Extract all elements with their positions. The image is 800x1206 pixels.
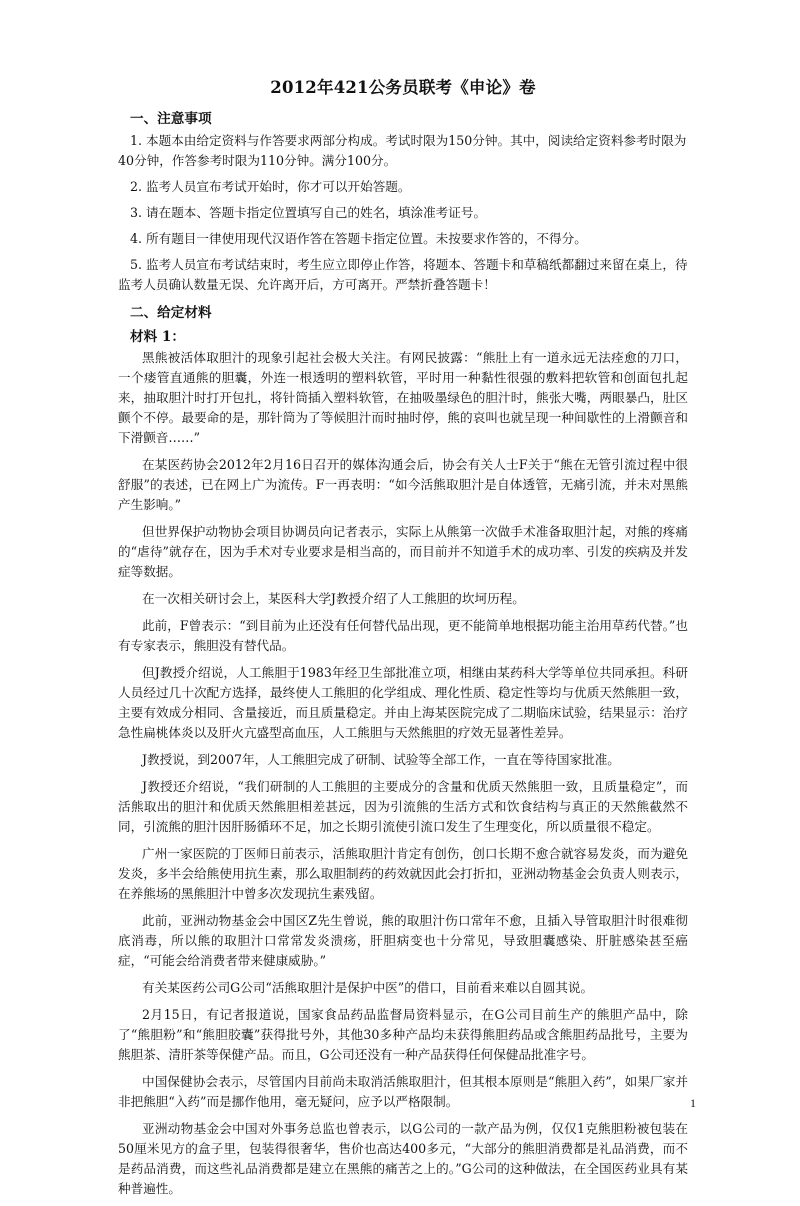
notice-item: 4. 所有题目一律使用现代汉语作答在答题卡指定位置。未按要求作答的，不得分。 xyxy=(130,231,587,246)
section-heading-notice: 一、注意事项 xyxy=(130,111,212,127)
notice-item: 3. 请在题本、答题卡指定位置填写自己的姓名，填涂准考证号。 xyxy=(130,205,487,220)
material-label: 材料 1： xyxy=(130,329,185,345)
material-paragraph: 黑熊被活体取胆汁的现象引起社会极大关注。有网民披露：“熊肚上有一道永远无法痊愈的刀口，一个瘘管直通熊的胆囊，外连一根透明的塑料软管，平时用一种黏性很强的敷料把软管和创面包扎起来，抽取胆汁时打开包扎，将针筒插入塑料软管，在抽吸墨绿色的胆汁时，熊张大嘴，两眼暴凸，肚区颤个不停。最要命的是，那针筒为了等候胆汁而时抽时停，熊的哀叫也就呈现一种间歇性的上滑颤音和下滑颤音……” xyxy=(118,350,688,445)
material-paragraph: 中国保健协会表示，尽管国内目前尚未取消活熊取胆汁，但其根本原则是“熊胆入药”，如果厂家并非把熊胆“入药”而是挪作他用，毫无疑问，应予以严格限制。 xyxy=(118,1074,688,1109)
material-paragraph: 有关某医药公司G公司“活熊取胆汁是保护中医”的借口，目前看来难以自圆其说。 xyxy=(142,980,594,995)
material-paragraph: 广州一家医院的丁医师日前表示，活熊取胆汁肯定有创伤，创口长期不愈合就容易发炎，而为避免发炎，多半会给熊使用抗生素，那么取胆制药的药效就因此会打折扣，亚洲动物基金会负责人则表示，在养熊场的黑熊胆汁中曾多次发现抗生素残留。 xyxy=(118,846,688,901)
document-body xyxy=(118,74,688,1206)
material-paragraph: 此前，F曾表示：“到目前为止还没有任何替代品出现，更不能简单地根据功能主治用草药代替。”也有专家表示，熊胆没有替代品。 xyxy=(118,618,688,653)
notice-item: 1. 本题本由给定资料与作答要求两部分构成。考试时限为150分钟。其中，阅读给定资料参考时限为40分钟，作答参考时限为110分钟。满分100分。 xyxy=(118,133,687,168)
notice-item: 2. 监考人员宣布考试开始时，你才可以开始答题。 xyxy=(130,179,411,194)
material-paragraph: 在某医药协会2012年2月16日召开的媒体沟通会后，协会有关人士F关于“熊在无管引流过程中很舒服”的表述，已在网上广为流传。F一再表明：“如今活熊取胆汁是自体透管，无痛引流，并未对黑熊产生影响。” xyxy=(118,457,688,512)
material-paragraph: J教授说，到2007年，人工熊胆完成了研制、试验等全部工作，一直在等待国家批准。 xyxy=(142,752,620,767)
section-heading-materials: 二、给定材料 xyxy=(130,305,212,321)
material-paragraph: 此前，亚洲动物基金会中国区Z先生曾说，熊的取胆汁伤口常年不愈，且插入导管取胆汁时很难彻底消毒，所以熊的取胆汁口常常发炎溃疡，肝胆病变也十分常见，导致胆囊感染、肝脏感染甚至癌症，“可能会给消费者带来健康威胁。” xyxy=(118,913,688,968)
notice-item: 5. 监考人员宣布考试结束时，考生应立即停止作答，将题本、答题卡和草稿纸都翻过来留在桌上，待监考人员确认数量无误、允许离开后，方可离开。严禁折叠答题卡！ xyxy=(118,257,688,292)
material-paragraph: 亚洲动物基金会中国对外事务总监也曾表示，以G公司的一款产品为例，仅仅1克熊胆粉被包装在50厘米见方的盒子里，包装得很奢华，售价也高达400多元，“大部分的熊胆消费都是礼品消费，而不是药品消费，而这些礼品消费都是建立在黑熊的痛苦之上的。”G公司的这种做法，在全国医药业具有某种普遍性。 xyxy=(118,1121,688,1196)
material-paragraph: 但世界保护动物协会项目协调员向记者表示，实际上从熊第一次做手术准备取胆汁起，对熊的疼痛的“虐待”就存在，因为手术对专业要求是相当高的，而目前并不知道手术的成功率、引发的疾病及并发症等数据。 xyxy=(118,524,688,579)
material-paragraph: J教授还介绍说，“我们研制的人工熊胆的主要成分的含量和优质天然熊胆一致，且质量稳定”，而活熊取出的胆汁和优质天然熊胆相差甚远，因为引流熊的生活方式和饮食结构与真正的天然熊截然不同，引流熊的胆汁因肝肠循环不足，加之长期引流使引流口发生了生理变化，所以质量很不稳定。 xyxy=(118,779,688,834)
page-number: 1 xyxy=(690,1096,696,1110)
material-paragraph: 但J教授介绍说，人工熊胆于1983年经卫生部批准立项，相继由某药科大学等单位共同承担。科研人员经过几十次配方选择，最终使人工熊胆的化学组成、理化性质、稳定性等均与优质天然熊胆一致，主要有效成分相同、含量接近，而且质量稳定。并由上海某医院完成了二期临床试验，结果显示：治疗急性扁桃体炎以及肝火亢盛型高血压，人工熊胆与天然熊胆的疗效无显著性差异。 xyxy=(118,665,688,740)
material-paragraph: 2月15日，有记者报道说，国家食品药品监督局资料显示，在G公司目前生产的熊胆产品中，除了“熊胆粉”和“熊胆胶囊”获得批号外，其他30多种产品均未获得熊胆药品或含熊胆药品批号，主要为熊胆茶、清肝茶等保健产品。而且，G公司还没有一种产品获得任何保健品批准字号。 xyxy=(118,1007,688,1062)
material-paragraph: 在一次相关研讨会上，某医科大学J教授介绍了人工熊胆的坎坷历程。 xyxy=(142,591,525,606)
document-title: 2012年421公务员联考《申论》卷 xyxy=(270,78,536,97)
